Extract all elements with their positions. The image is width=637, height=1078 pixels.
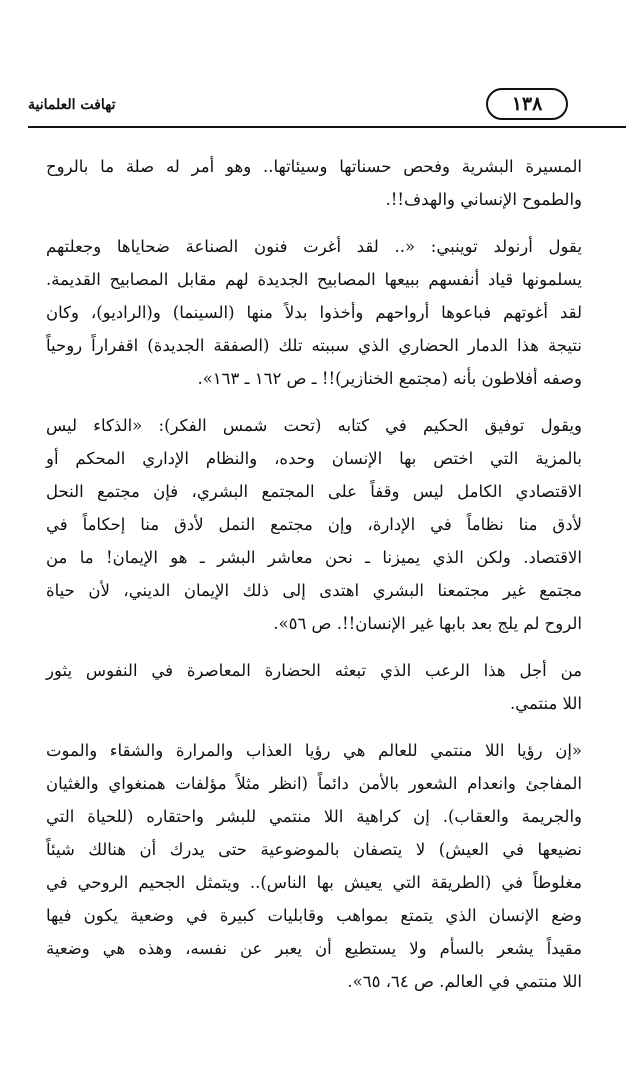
text-line: نتيجة هذا الدمار الحضاري الذي سببته تلك (الصفقة الجديدة) اقفراراً روحياً — [46, 336, 582, 355]
text-line: لقد أغوتهم فباعوها أرواحهم وأخذوا بدلاً منها (السينما) و(الراديو)، وكان — [46, 303, 582, 322]
paragraph — [46, 409, 582, 640]
text-line: يقول أرنولد توينبي: «.. لقد أغرت فنون الصناعة ضحاياها وجعلتهم — [46, 237, 582, 256]
text-line: «إن رؤيا اللا منتمي للعالم هي رؤيا العذاب والمرارة والشقاء والموت — [46, 741, 582, 760]
paragraph-gap — [46, 395, 582, 409]
paragraph — [46, 654, 582, 720]
paragraph — [46, 734, 582, 998]
text-line: من أجل هذا الرعب الذي تبعثه الحضارة المعاصرة في النفوس يثور — [46, 661, 582, 680]
page-number: ١٣٨ — [486, 88, 568, 120]
text-line: وضع الإنسان الذي يتمتع بمواهب وقابليات كبيرة في وضعية يكون فيها — [46, 906, 582, 925]
body-text — [46, 150, 582, 998]
text-line: المفاجئ وانعدام الشعور بالأمن دائماً (انظر مثلاً مؤلفات همنغواي والغثيان — [46, 774, 582, 793]
text-line: لأدق منا نظاماً في الإدارة، وإن مجتمع النمل لأدق منا إحكاماً في — [46, 515, 582, 534]
text-line: ويقول توفيق الحكيم في كتابه (تحت شمس الفكر): «الذكاء ليس — [46, 416, 582, 435]
text-line: مغلوطاً في (الطريقة التي يعيش بها الناس).. ويتمثل الجحيم الروحي في — [46, 873, 582, 892]
text-line: والجريمة والعقاب). إن كراهية اللا منتمي للبشر واحتقاره (للحياة التي — [46, 807, 582, 826]
text-line: يسلمونها قياد أنفسهم ببيعها المصابيح الجديدة لهم مقابل المصابيح القديمة. — [46, 270, 582, 289]
text-line: الاقتصادي الكامل ليس وقفاً على المجتمع البشري، فإن مجتمع النحل — [46, 482, 582, 501]
text-line: اللا منتمي في العالم. ص ٦٤، ٦٥». — [347, 972, 582, 991]
text-line: نضيعها في العيش) لا يتصفان بالموضوعية حتى يدرك أن هنالك شيئاً — [46, 840, 582, 859]
text-line: مقيداً يشعر بالسأم ولا يستطيع أن يعبر عن نفسه، وهذه هي وضعية — [46, 939, 582, 958]
page-header — [28, 88, 626, 130]
text-line: اللا منتمي. — [509, 694, 582, 713]
text-line: الروح لم يلج بعد بابها غير الإنسان!!. ص ٥٦». — [273, 614, 582, 633]
text-line: مجتمع غير مجتمعنا البشري اهتدى إلى ذلك الإيمان الديني، لأن حياة — [46, 581, 582, 600]
text-line: بالمزية التي اختص بها الإنسان وحده، والنظام الإداري المحكم أو — [46, 449, 582, 468]
paragraph-gap — [46, 720, 582, 734]
text-line: المسيرة البشرية وفحص حسناتها وسيئاتها.. وهو أمر له صلة ما بالروح — [46, 157, 582, 176]
text-line: وصفه أفلاطون بأنه (مجتمع الخنازير)!! ـ ص ١٦٢ ـ ١٦٣». — [197, 369, 582, 388]
paragraph — [46, 230, 582, 395]
text-line: الاقتصاد. ولكن الذي يميزنا ـ نحن معاشر البشر ـ هو الإيمان! ما من — [46, 548, 582, 567]
paragraph-gap — [46, 216, 582, 230]
paragraph-gap — [46, 640, 582, 654]
header-rule — [28, 126, 626, 128]
paragraph — [46, 150, 582, 216]
running-title: تهافت العلمانية — [28, 97, 116, 113]
text-line: والطموح الإنساني والهدف!!. — [385, 190, 582, 209]
